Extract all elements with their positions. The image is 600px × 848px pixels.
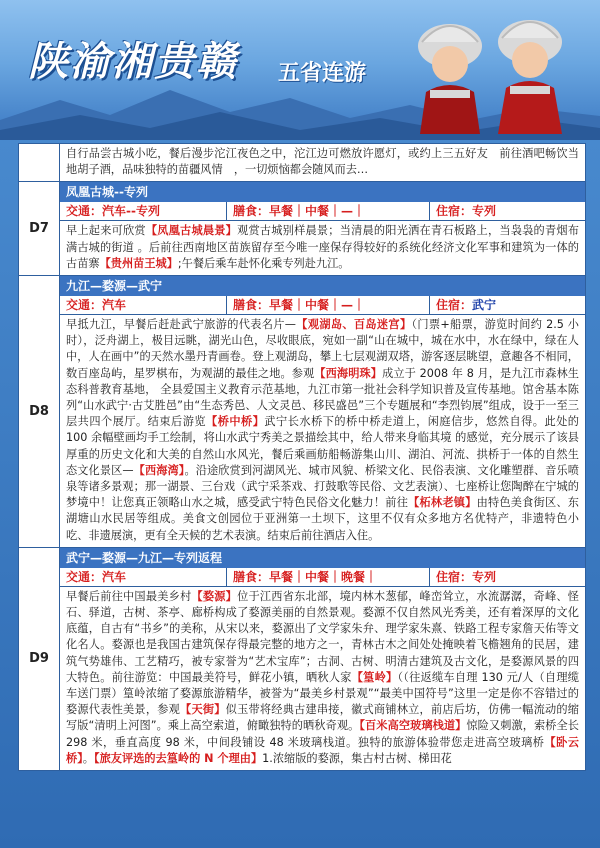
transport	[60, 202, 227, 220]
highlight-spot: 【旅友评选的去篁岭的 N 个理由】	[93, 751, 263, 765]
transport-label: 交通：	[66, 569, 103, 584]
day-row	[19, 182, 585, 276]
lodging	[430, 296, 585, 314]
highlight-spot: 【西海湾】	[133, 463, 185, 477]
itinerary-table	[18, 143, 586, 771]
description-text: 早餐后前往中国最美乡村	[66, 589, 192, 603]
highlight-spot: 【凤凰古城晨景】	[145, 224, 238, 238]
trip-meta	[60, 202, 585, 221]
day-description	[60, 587, 585, 770]
meals	[227, 296, 430, 314]
description-text: 早上起来可欣赏	[66, 224, 146, 238]
day-description	[60, 221, 585, 275]
description-text: 1.浓缩版的婺源，集古村古树、梯田花	[262, 751, 452, 765]
lodging-label: 住宿：	[436, 204, 473, 219]
description-text: 早抵九江，早餐后赶赴武宁旅游的代表名片—	[66, 318, 296, 332]
lodging-value: 武宁	[472, 298, 497, 313]
description-text: 由特色美食街区、东湖塘山水民居等组成。美食文创园位于亚洲第一土坝下，这里不仅有众多地方名优特产，非遗特色小吃、非遗展演，更有全天候的艺术表演。结束后前往酒店入住。	[66, 496, 579, 542]
description-text: 武宁长水桥下的桥中桥走道上，闲庭信步，悠然自得。此处的 100 余幅壁画均手工绘制，将山水武宁秀美之景描绘其中，给人带来身临其境 的感觉，充分展示了该县厚重的历史文化和大美的自然山水风光，餐后乘画舫船畅游集山川、湖泊、河流、拱桥于一体的自然生态文化景区—	[66, 415, 579, 477]
trip-meta	[60, 296, 585, 315]
intro-row	[19, 144, 585, 182]
header-banner	[0, 0, 600, 140]
transport	[60, 568, 227, 586]
description-text: （（往返缆车自理 130 元/人（自理缆车送门票）篁岭浓缩了婺源旅游精华，被誉为“最美乡村景观”“最美中国符号”这里一定是你不容错过的婺源代表性美景，参观	[66, 670, 579, 717]
meals-label: 膳食：	[233, 569, 270, 584]
miao-women-photo	[390, 6, 580, 134]
description-text: ;午餐后乘车赴怀化乘专列赴九江。	[177, 256, 350, 270]
day-number: D9	[19, 548, 60, 770]
transport	[60, 296, 227, 314]
description-text: 成立于 2008 年 8 月，是九江市森林生态科普教育基地， 全县爱国主义教育示范基地，九江市第一批社会科学知识普及宣传基地。馆舍基本陈列“山水武宁·古艾胜邑”由“生态秀邑、人文灵邑、移民盛邑”三个专题展和“李烈钧展”组成，设于一至三层共四个展厅。结束后游览	[66, 366, 579, 429]
description-text: 。沿途欣赏到河湖风光、城市风貌、桥梁文化、民俗表演、文化雕塑群、音乐喷泉等诸多景观；那一湖景、三台戏（武宁采茶戏、打鼓歌等民俗、文艺表演）、七座桥让您陶醉在宁城的梦境中！让您真正领略山水之城，感受武宁特色民俗文化魅力！前往	[66, 463, 579, 510]
highlight-spot: 【桥中桥】	[206, 415, 265, 429]
transport-value: 汽车	[102, 569, 127, 584]
highlight-spot: 【篁岭】	[351, 670, 398, 684]
description-text: 位于江西省东北部，境内林木葱郁，峰峦耸立，水流潺潺，奇峰、怪石、驿道，古树、茶亭、廊桥构成了婺源美丽的自然景观。婺源不仅自然风光秀美，还有着深厚的文化底蕴，自古有“书乡”的美称，从宋以来，婺源出了文学家朱弁、理学家朱熹、铁路工程专家詹天佑等文化名人。婺源也是我国古建筑保存得最完整的地方之一，青林古木之间处处掩映着飞檐翘角的民居，建筑气势雄伟、工艺精巧，被专家誉为“艺术宝库”；古洞、古树、明清古建筑及古文化，是婺源风景的四大特色。前往游览：中国最美符号，鲜花小镇，晒秋人家	[66, 589, 579, 684]
meals-label: 膳食：	[233, 298, 270, 313]
description-text: 似玉带将经典古建串接，徽式商铺林立，前店后坊，仿佛一幅流动的缩写版“清明上河图”。乘上高空索道，俯瞰独特的晒秋奇观。	[66, 703, 579, 733]
transport-value: 汽车--专列	[102, 204, 160, 219]
highlight-spot: 【百米高空玻璃栈道】	[359, 719, 467, 733]
highlight-spot: 【天街】	[180, 703, 226, 717]
route-title: 武宁—婺源—九江—专列返程	[60, 548, 585, 568]
lodging	[430, 568, 585, 586]
lodging-label: 住宿：	[436, 569, 473, 584]
page-subtitle: 五省连游	[278, 61, 367, 86]
transport-value: 汽车	[102, 298, 127, 313]
meals	[227, 202, 430, 220]
trip-meta	[60, 568, 585, 587]
meals-value: 早餐｜中餐｜—｜	[269, 204, 366, 219]
intro-text: 自行品尝古城小吃，餐后漫步沱江夜色之中，沱江边可燃放许愿灯，或约上三五好友 前往酒吧畅饮当地胡子酒，品味独特的苗疆风情 ，一切烦恼都会随风而去…	[66, 147, 579, 177]
page-title: 陕渝湘贵赣	[28, 38, 238, 85]
description-text: 。	[82, 751, 94, 765]
description-text: 惊险又刺激，索桥全长 298 米，垂直高度 98 米，中间段铺设 48 米玻璃栈道。独特的旅游体验带您走进高空玻璃桥	[66, 719, 579, 749]
highlight-spot: 【卧云桥】	[66, 735, 579, 765]
highlight-spot: 【柘林老镇】	[408, 496, 477, 510]
description-text: 观赏古城别样晨景；当清晨的阳光洒在青石板路上，当袅袅的青烟布满古城的街道 。后前往西南地区苗族留存至今唯一座保存得较好的系统化经济文化军事和建筑为一体的古苗寨	[66, 224, 579, 270]
day-number: D8	[19, 276, 60, 547]
transport-label: 交通：	[66, 298, 103, 313]
day-number: D7	[19, 182, 60, 275]
highlight-spot: 【贵州苗王城】	[99, 256, 178, 270]
day-row	[19, 276, 585, 548]
transport-label: 交通：	[66, 204, 103, 219]
day-row	[19, 548, 585, 770]
lodging-value: 专列	[472, 569, 497, 584]
day-description	[60, 315, 585, 547]
meals-value: 早餐｜中餐｜晚餐｜	[269, 569, 378, 584]
meals-value: 早餐｜中餐｜—｜	[269, 298, 366, 313]
meals	[227, 568, 430, 586]
highlight-spot: 【西海明珠】	[314, 366, 383, 380]
meals-label: 膳食：	[233, 204, 270, 219]
description-text: （门票+船票，游览时间约 2.5 小时），泛舟湖上，极目远眺，湖光山色，尽收眼底，宛如一副“山在城中，城在水中，水在绿中，绿在人中，人在画中”的天然水墨丹青画卷。登上观湖岛，攀上七层观湖双塔，游客逐层眺望，意趣各不相同，数百座岛屿，星罗棋布，为观湖的最佳之地。参观	[66, 318, 579, 380]
lodging-label: 住宿：	[436, 298, 473, 313]
lodging	[430, 202, 585, 220]
days-container	[19, 182, 585, 770]
highlight-spot: 【婺源】	[191, 589, 238, 603]
route-title: 凤凰古城--专列	[60, 182, 585, 202]
lodging-value: 专列	[472, 204, 497, 219]
highlight-spot: 【观湖岛、百岛迷宫】	[295, 318, 412, 332]
route-title: 九江—婺源—武宁	[60, 276, 585, 296]
